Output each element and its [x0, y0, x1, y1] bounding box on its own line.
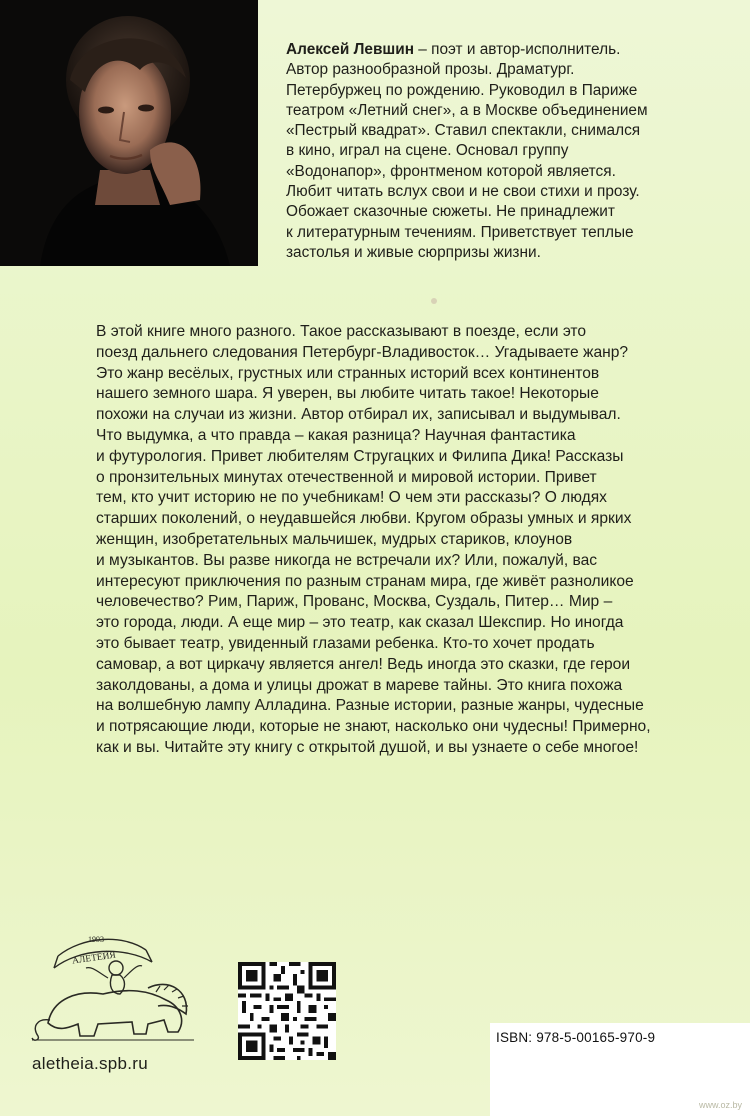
bio-line: «Водонапор», фронтменом которой является. — [286, 162, 616, 180]
blurb-line: нашего земного шара. Я уверен, вы любите читать такое! Некоторые — [96, 385, 599, 403]
blurb-line: на волшебную лампу Алладина. Разные истории, разные жанры, чудесные — [96, 697, 644, 715]
isbn-label: ISBN: 978-5-00165-970-9 — [496, 1030, 656, 1045]
blurb-line: самовар, а вот циркачу является ангел! Ведь иногда это сказки, где герои — [96, 655, 631, 673]
author-bio — [286, 40, 716, 263]
blurb-line: это бывает театр, увиденный глазами ребенка. Кто-то хочет продать — [96, 634, 595, 652]
blurb-line: старших поколений, о неудавшейся любви. Кругом образы умных и ярких — [96, 510, 632, 528]
blurb-line: интересуют приключения по разным странам мира, где живёт разноликое — [96, 572, 634, 590]
publisher-website[interactable]: aletheia.spb.ru — [32, 1054, 149, 1073]
bio-line: Любит читать вслух свои и не свои стихи и прозу. — [286, 183, 640, 201]
bio-line: Алексей Левшин – поэт и автор-исполнитель. — [286, 41, 621, 58]
blurb-line: В этой книге много разного. Такое рассказывают в поезде, если это — [96, 323, 587, 340]
blurb-line: о пронзительных минутах отечественной и мировой истории. Привет — [96, 468, 597, 486]
logo-year: 1993 — [88, 935, 104, 944]
blurb-line: Что выдумка, а что правда – какая разница? Научная фантастика — [96, 426, 576, 444]
bio-line: театром «Летний снег», а в Москве объединением — [286, 101, 648, 119]
author-photo — [0, 0, 258, 266]
decorative-dot — [431, 298, 437, 304]
bio-line: Петербуржец по рождению. Руководил в Париже — [286, 81, 638, 99]
bio-line: Обожает сказочные сюжеты. Не принадлежит — [286, 203, 615, 221]
blurb-line: и футурология. Привет любителям Стругацких и Филипа Дика! Рассказы — [96, 447, 624, 465]
bio-line: «Пестрый квадрат». Ставил спектакли, снимался — [286, 122, 641, 140]
book-blurb — [96, 322, 656, 759]
watermark: www.oz.by — [698, 1100, 742, 1110]
bio-line: в кино, играл на сцене. Основал группу — [286, 142, 569, 160]
blurb-line: и потрясающие люди, которые не знают, насколько они чудесны! Примерно, — [96, 718, 651, 736]
blurb-line: Это жанр весёлых, грустных или странных историй всех континентов — [96, 364, 600, 382]
bio-line: Автор разнообразной прозы. Драматург. — [286, 61, 575, 79]
blurb-line: женщин, изобретательных мальчишек, мудрых стариков, клоунов — [96, 530, 573, 548]
logo-name: АЛЕТЕЙЯ — [71, 950, 117, 967]
blurb-line: это города, люди. А еще мир – это театр, как сказал Шекспир. Но иногда — [96, 614, 624, 632]
blurb-line: похожи на случаи из жизни. Автор отбирал их, записывал и выдумывал. — [96, 406, 621, 424]
bio-line: к литературным течениям. Приветствует теплые — [286, 223, 634, 241]
blurb-line: заколдованы, а дома и улицы дрожат в мареве тайны. Это книга похожа — [96, 676, 623, 694]
blurb-line: тем, кто учит историю не по учебникам! О чем эти рассказы? О людях — [96, 489, 607, 507]
author-name: Алексей Левшин — [286, 41, 415, 58]
blurb-line: поезд дальнего следования Петербург-Владивосток… Угадываете жанр? — [96, 343, 629, 361]
blurb-line: человечество? Рим, Париж, Прованс, Москва, Суздаль, Питер… Мир – — [96, 593, 613, 611]
blurb-line: и музыкантов. Вы разве никогда не встречали их? Или, пожалуй, вас — [96, 551, 598, 569]
blurb-line: как и вы. Читайте эту книгу с открытой душой, и вы узнаете о себе многое! — [96, 738, 639, 756]
qr-code — [238, 962, 336, 1060]
publisher-logo — [28, 928, 198, 1048]
bio-line: застолья и живые сюрпризы жизни. — [286, 243, 541, 261]
